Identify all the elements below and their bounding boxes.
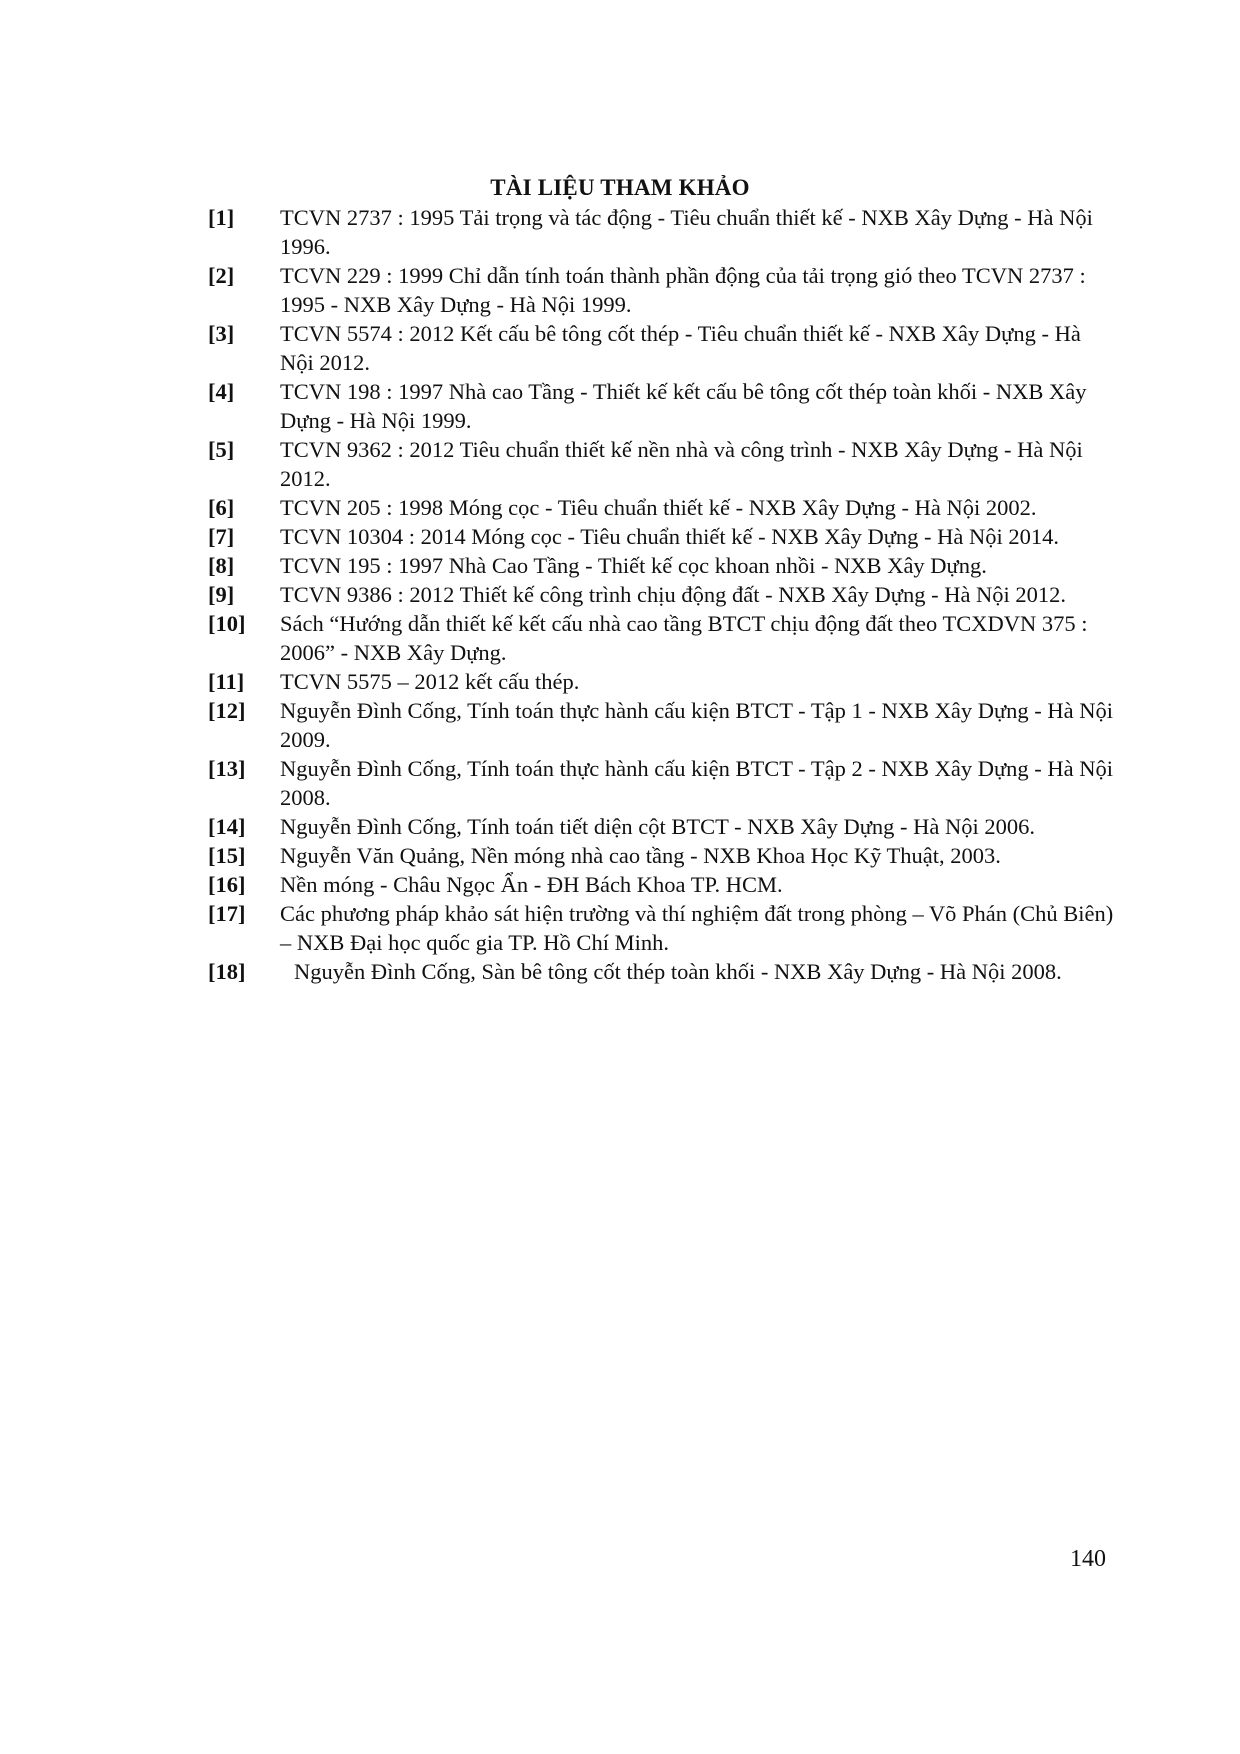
reference-number: [3]: [208, 321, 235, 346]
reference-item: [208, 377, 1120, 435]
reference-number: [5]: [208, 437, 235, 462]
reference-item: [208, 580, 1120, 609]
reference-item: [208, 754, 1120, 812]
reference-item: [208, 551, 1120, 580]
reference-number: [9]: [208, 582, 235, 607]
reference-text: TCVN 198 : 1997 Nhà cao Tầng - Thiết kế kết cấu bê tông cốt thép toàn khối - NXB Xây Dựng - Hà Nội 1999.: [280, 379, 1087, 433]
reference-item: [208, 899, 1120, 957]
reference-text: Nguyễn Đình Cống, Tính toán tiết diện cột BTCT - NXB Xây Dựng - Hà Nội 2006.: [280, 814, 1036, 839]
reference-item: [208, 667, 1120, 696]
reference-item: [208, 957, 1120, 986]
reference-item: [208, 493, 1120, 522]
reference-text: TCVN 9386 : 2012 Thiết kế công trình chịu động đất - NXB Xây Dựng - Hà Nội 2012.: [280, 582, 1067, 607]
reference-text: Nguyễn Đình Cống, Tính toán thực hành cấu kiện BTCT - Tập 1 - NXB Xây Dựng - Hà Nội 2009.: [280, 698, 1114, 752]
reference-text: Nguyễn Đình Cống, Tính toán thực hành cấu kiện BTCT - Tập 2 - NXB Xây Dựng - Hà Nội 2008.: [280, 756, 1114, 810]
reference-number: [14]: [208, 814, 246, 839]
reference-item: [208, 841, 1120, 870]
reference-number: [4]: [208, 379, 235, 404]
reference-number: [13]: [208, 756, 246, 781]
reference-item: [208, 319, 1120, 377]
reference-text: TCVN 205 : 1998 Móng cọc - Tiêu chuẩn thiết kế - NXB Xây Dựng - Hà Nội 2002.: [280, 495, 1037, 520]
reference-number: [11]: [208, 669, 245, 694]
reference-text: TCVN 10304 : 2014 Móng cọc - Tiêu chuẩn thiết kế - NXB Xây Dựng - Hà Nội 2014.: [280, 524, 1059, 549]
reference-text: TCVN 9362 : 2012 Tiêu chuẩn thiết kế nền nhà và công trình - NXB Xây Dựng - Hà Nội 2012.: [280, 437, 1083, 491]
reference-text: TCVN 229 : 1999 Chỉ dẫn tính toán thành phần động của tải trọng gió theo TCVN 2737 : 1995 - NXB Xây Dựng - Hà Nội 1999.: [280, 263, 1086, 317]
reference-number: [1]: [208, 205, 235, 230]
reference-text: TCVN 5575 – 2012 kết cấu thép.: [280, 669, 580, 694]
reference-item: [208, 522, 1120, 551]
reference-number: [17]: [208, 901, 246, 926]
reference-number: [15]: [208, 843, 246, 868]
reference-item: [208, 812, 1120, 841]
reference-list: [208, 203, 1120, 986]
reference-number: [18]: [208, 959, 246, 984]
reference-item: [208, 609, 1120, 667]
reference-text: Các phương pháp khảo sát hiện trường và thí nghiệm đất trong phòng – Võ Phán (Chủ Biên) – NXB Đại học quốc gia TP. Hồ Chí Minh.: [280, 901, 1114, 955]
reference-text: Nền móng - Châu Ngọc Ẩn - ĐH Bách Khoa TP. HCM.: [280, 872, 783, 897]
reference-number: [10]: [208, 611, 246, 636]
reference-number: [6]: [208, 495, 235, 520]
reference-item: [208, 870, 1120, 899]
reference-number: [7]: [208, 524, 235, 549]
page-number: 140: [1070, 1546, 1106, 1572]
reference-item: [208, 203, 1120, 261]
reference-item: [208, 261, 1120, 319]
reference-text: TCVN 195 : 1997 Nhà Cao Tầng - Thiết kế cọc khoan nhồi - NXB Xây Dựng.: [280, 553, 987, 578]
reference-text: Nguyễn Đình Cống, Sàn bê tông cốt thép toàn khối - NXB Xây Dựng - Hà Nội 2008.: [294, 959, 1062, 984]
reference-text: Nguyễn Văn Quảng, Nền móng nhà cao tầng - NXB Khoa Học Kỹ Thuật, 2003.: [280, 843, 1001, 868]
reference-text: Sách “Hướng dẫn thiết kế kết cấu nhà cao tầng BTCT chịu động đất theo TCXDVN 375 : 2006” - NXB Xây Dựng.: [280, 611, 1088, 665]
page-title: TÀI LIỆU THAM KHẢO: [490, 175, 750, 200]
reference-text: TCVN 5574 : 2012 Kết cấu bê tông cốt thép - Tiêu chuẩn thiết kế - NXB Xây Dựng - Hà Nội 2012.: [280, 321, 1081, 375]
reference-number: [2]: [208, 263, 235, 288]
reference-number: [8]: [208, 553, 235, 578]
reference-item: [208, 435, 1120, 493]
reference-number: [16]: [208, 872, 246, 897]
reference-number: [12]: [208, 698, 246, 723]
reference-item: [208, 696, 1120, 754]
reference-text: TCVN 2737 : 1995 Tải trọng và tác động - Tiêu chuẩn thiết kế - NXB Xây Dựng - Hà Nội 1996.: [280, 205, 1093, 259]
